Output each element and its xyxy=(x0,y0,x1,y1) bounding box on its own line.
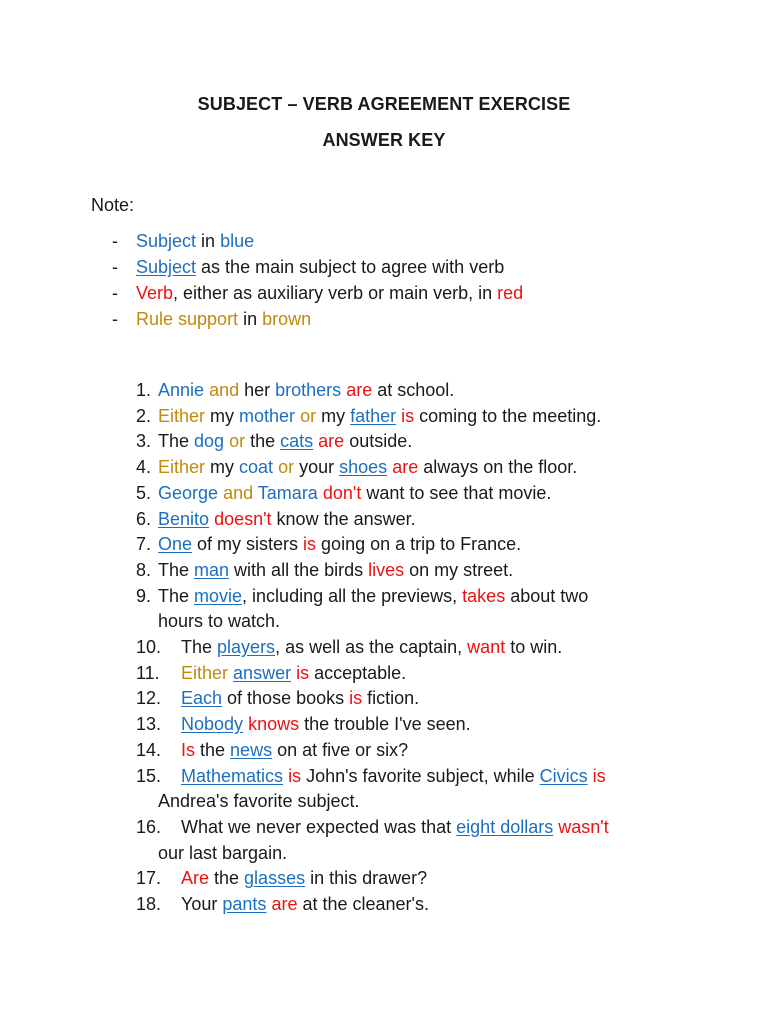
item-text: The xyxy=(158,559,195,580)
main-subject-word: pants xyxy=(222,894,267,915)
verb-word: knows xyxy=(248,714,300,735)
item-text: going on a trip to France. xyxy=(316,534,522,555)
main-subject-word: man xyxy=(194,559,230,580)
subject-word: brothers xyxy=(275,380,342,400)
item-number: 8. xyxy=(136,559,152,580)
legend-dash: - xyxy=(112,257,118,277)
legend-text: in xyxy=(238,309,263,329)
rule-word: Either xyxy=(158,457,206,478)
list-item xyxy=(136,404,609,430)
item-text: acceptable. xyxy=(309,662,407,683)
item-number: 9. xyxy=(136,585,152,606)
main-subject-word: answer xyxy=(233,662,292,683)
legend-text: , either as auxiliary verb or main verb, in xyxy=(173,283,498,303)
item-number: 12. xyxy=(136,688,162,709)
item-text: , including all the previews, xyxy=(242,585,463,606)
item-number: 11. xyxy=(136,662,160,683)
subject-word: coat xyxy=(239,457,274,478)
item-number: 18. xyxy=(136,894,162,915)
item-text: about two xyxy=(505,585,589,606)
list-item xyxy=(136,584,609,635)
item-text: your xyxy=(294,457,340,478)
list-item xyxy=(136,558,609,584)
item-text: on my street. xyxy=(404,559,514,580)
verb-word: lives xyxy=(368,559,405,580)
item-number: 10. xyxy=(136,637,162,658)
rule-word: and xyxy=(209,380,240,400)
verb-word: don't xyxy=(322,482,362,503)
main-subject-word: father xyxy=(350,405,397,426)
item-text: the trouble I've seen. xyxy=(299,714,471,735)
exercise-list xyxy=(136,378,609,918)
item-text: Your xyxy=(181,894,223,915)
item-text: my xyxy=(316,405,351,426)
item-text: The xyxy=(158,585,195,606)
legend-verb-word: Verb xyxy=(136,283,174,303)
main-subject-word: Civics xyxy=(539,765,588,786)
item-number: 17. xyxy=(136,868,162,889)
main-subject-word: cats xyxy=(280,431,314,452)
legend-item-verb xyxy=(112,282,523,308)
list-item xyxy=(136,712,609,738)
item-number: 5. xyxy=(136,482,152,503)
list-item xyxy=(136,892,609,918)
item-number: 2. xyxy=(136,405,152,426)
main-subject-word: Mathematics xyxy=(181,765,284,786)
item-text: the xyxy=(195,739,231,760)
legend-main-subject-word: Subject xyxy=(136,257,197,277)
list-item xyxy=(136,378,609,404)
item-text: The xyxy=(181,637,218,658)
item-number: 15. xyxy=(136,765,162,786)
item-text: in this drawer? xyxy=(305,868,428,889)
item-text: always on the floor. xyxy=(418,457,578,478)
main-subject-word: movie xyxy=(194,585,243,606)
document-title: SUBJECT – VERB AGREEMENT EXERCISE xyxy=(197,94,571,114)
item-number: 14. xyxy=(136,739,162,760)
verb-word: takes xyxy=(462,585,506,606)
main-subject-word: One xyxy=(158,534,193,555)
item-text: at school. xyxy=(372,380,455,400)
item-text: my xyxy=(205,405,240,426)
list-item xyxy=(136,738,609,764)
verb-word: Are xyxy=(181,868,210,889)
item-continuation: hours to watch. xyxy=(158,611,281,632)
item-continuation: Andrea's favorite subject. xyxy=(158,791,360,812)
verb-word: is xyxy=(401,405,415,426)
item-text: What we never expected was that xyxy=(181,816,457,837)
main-subject-word: players xyxy=(217,637,276,658)
verb-word: doesn't xyxy=(214,508,272,529)
rule-word: or xyxy=(278,457,295,478)
main-subject-word: eight dollars xyxy=(456,816,554,837)
item-number: 13. xyxy=(136,714,162,735)
verb-word: is xyxy=(303,534,317,555)
item-number: 1. xyxy=(136,380,152,400)
item-number: 4. xyxy=(136,457,152,478)
main-subject-word: shoes xyxy=(339,457,388,478)
document-subtitle: ANSWER KEY xyxy=(322,130,446,150)
list-item xyxy=(136,429,609,455)
item-text: at the cleaner's. xyxy=(297,894,429,915)
list-item xyxy=(136,481,609,507)
legend-item-subject xyxy=(112,230,523,256)
main-subject-word: glasses xyxy=(244,868,306,889)
item-text: know the answer. xyxy=(271,508,416,529)
list-item xyxy=(136,764,609,815)
item-text: the xyxy=(209,868,245,889)
rule-word: Either xyxy=(158,405,206,426)
verb-word: are xyxy=(271,894,298,915)
verb-word: are xyxy=(346,380,373,400)
legend-dash: - xyxy=(112,309,118,329)
item-text: coming to the meeting. xyxy=(414,405,602,426)
legend-blue-word: blue xyxy=(220,231,255,251)
item-number: 16. xyxy=(136,816,162,837)
rule-word: or xyxy=(300,405,317,426)
item-text: of those books xyxy=(222,688,350,709)
legend-dash: - xyxy=(112,231,118,251)
subject-word: dog xyxy=(194,431,225,452)
verb-word: is xyxy=(296,662,310,683)
verb-word: are xyxy=(392,457,419,478)
item-text: , as well as the captain, xyxy=(275,637,468,658)
verb-word: Is xyxy=(181,739,196,760)
list-item xyxy=(136,866,609,892)
list-item xyxy=(136,686,609,712)
main-subject-word: news xyxy=(230,739,273,760)
legend-rule-word: Rule support xyxy=(136,309,239,329)
legend-subject-word: Subject xyxy=(136,231,197,251)
item-text: with all the birds xyxy=(229,559,369,580)
item-text: of my sisters xyxy=(192,534,304,555)
main-subject-word: Benito xyxy=(158,508,210,529)
list-item xyxy=(136,507,609,533)
list-item xyxy=(136,532,609,558)
main-subject-word: Nobody xyxy=(181,714,244,735)
note-label: Note: xyxy=(91,195,135,215)
item-number: 6. xyxy=(136,508,152,529)
item-text: want to see that movie. xyxy=(361,482,552,503)
list-item xyxy=(136,815,609,866)
verb-word: want xyxy=(467,637,506,658)
list-item xyxy=(136,661,609,687)
rule-word: and xyxy=(223,482,254,503)
verb-word: wasn't xyxy=(558,816,609,837)
legend-text: as the main subject to agree with verb xyxy=(196,257,505,277)
verb-word: is xyxy=(349,688,363,709)
legend-red-word: red xyxy=(497,283,524,303)
legend-dash: - xyxy=(112,283,118,303)
verb-word: is xyxy=(288,765,302,786)
verb-word: is xyxy=(592,765,606,786)
legend-brown-word: brown xyxy=(262,309,312,329)
item-text: the xyxy=(245,431,281,452)
main-subject-word: Each xyxy=(181,688,223,709)
item-text: The xyxy=(158,431,195,452)
legend-item-rule xyxy=(112,308,523,334)
legend-item-main-subject xyxy=(112,256,523,282)
color-legend xyxy=(112,230,523,334)
item-number: 3. xyxy=(136,431,152,452)
subject-word: Annie xyxy=(158,380,205,400)
list-item xyxy=(136,635,609,661)
item-text: on at five or six? xyxy=(272,739,409,760)
subject-word: mother xyxy=(239,405,296,426)
legend-text: in xyxy=(196,231,221,251)
list-item xyxy=(136,455,609,481)
item-text: outside. xyxy=(344,431,413,452)
item-text: her xyxy=(239,380,276,400)
item-number: 7. xyxy=(136,534,152,555)
subject-word: George xyxy=(158,482,219,503)
item-text: John's favorite subject, while xyxy=(301,765,540,786)
item-text: my xyxy=(205,457,240,478)
rule-word: Either xyxy=(181,662,229,683)
item-continuation: our last bargain. xyxy=(158,842,288,863)
subject-word: Tamara xyxy=(257,482,318,503)
verb-word: are xyxy=(318,431,345,452)
rule-word: or xyxy=(229,431,246,452)
item-text: to win. xyxy=(505,637,563,658)
item-text: fiction. xyxy=(362,688,420,709)
